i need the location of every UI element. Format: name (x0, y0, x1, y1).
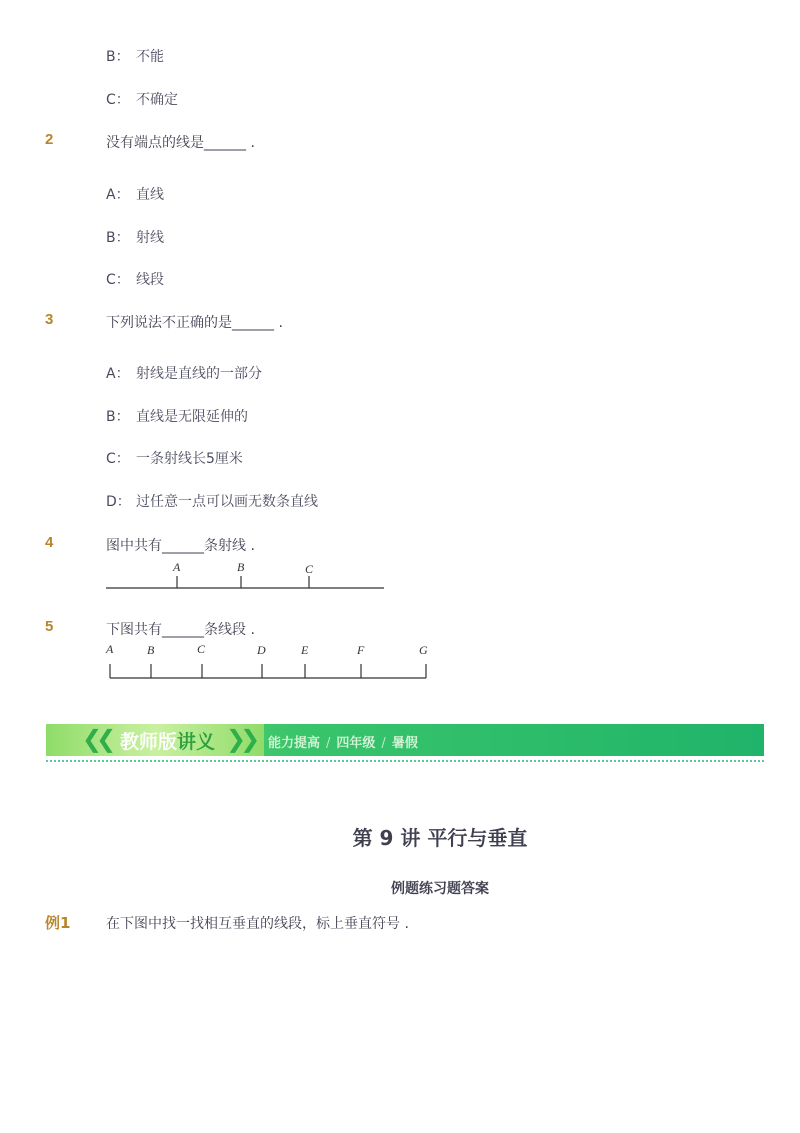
point-label: C (197, 642, 206, 656)
option-text: 不能 (136, 49, 164, 65)
header-banner (46, 724, 764, 756)
option-text: 射线 (136, 230, 164, 246)
double-chevron-right-icon: ❯❯ (226, 725, 255, 753)
point-label: A (173, 560, 181, 574)
option-key: B： (106, 230, 130, 246)
question-text: 下图共有______条线段 . (106, 622, 255, 638)
breadcrumb-item: 暑假 (391, 736, 418, 751)
question-text: 图中共有______条射线 . (106, 538, 255, 554)
dotted-divider (46, 760, 764, 762)
segment-figure (100, 640, 440, 685)
ray-figure (100, 556, 390, 596)
option-text: 直线 (136, 187, 164, 203)
option-text: 过任意一点可以画无数条直线 (136, 494, 318, 510)
banner-title (120, 727, 215, 754)
breadcrumb-item: 能力提高 (268, 736, 321, 751)
example-label: 例1 (45, 914, 71, 932)
option-text: 不确定 (136, 92, 178, 108)
question-number: 3 (45, 311, 54, 328)
option-text: 一条射线长5厘米 (136, 451, 243, 467)
breadcrumb-separator: / (326, 736, 331, 751)
option-key: B： (106, 49, 130, 65)
q2-option-c (106, 269, 164, 289)
option-key: B： (106, 409, 130, 425)
q3-option-d (106, 491, 318, 511)
option-key: C： (106, 451, 130, 467)
option-key: D： (106, 494, 131, 510)
question-text: 没有端点的线是______ . (106, 135, 255, 151)
breadcrumb-item: 四年级 (336, 736, 376, 751)
point-label: D (257, 643, 266, 657)
point-label: C (305, 562, 314, 576)
breadcrumb-separator: / (381, 736, 386, 751)
q3-option-b (106, 406, 248, 426)
double-chevron-left-icon: ❮❮ (82, 725, 111, 753)
q2-option-b (106, 227, 164, 247)
question-text: 下列说法不正确的是______ . (106, 315, 283, 331)
q1-option-c (106, 89, 178, 109)
point-label: B (237, 560, 245, 574)
example-text: 在下图中找一找相互垂直的线段，标上垂直符号 . (106, 916, 409, 932)
breadcrumb (268, 732, 418, 751)
point-label: B (147, 643, 155, 657)
q3-option-a (106, 363, 262, 383)
option-text: 射线是直线的一部分 (136, 366, 262, 382)
q2-option-a (106, 184, 164, 204)
point-label: F (357, 643, 365, 657)
q1-option-b (106, 46, 164, 66)
point-label: E (301, 643, 309, 657)
q3-option-c (106, 448, 243, 468)
option-text: 线段 (136, 272, 164, 288)
point-label: G (419, 643, 428, 657)
banner-title-part2: 讲义 (177, 731, 216, 753)
question-number: 2 (45, 131, 54, 148)
lesson-title: 第 9 讲 平行与垂直 (352, 826, 528, 850)
banner-title-part1: 教师版 (120, 731, 178, 753)
question-number: 4 (45, 534, 54, 551)
lesson-subtitle: 例题练习题答案 (391, 881, 489, 897)
option-text: 直线是无限延伸的 (136, 409, 248, 425)
question-number: 5 (45, 618, 54, 635)
option-key: A： (106, 187, 130, 203)
point-label: A (106, 642, 114, 656)
option-key: A： (106, 366, 130, 382)
option-key: C： (106, 92, 130, 108)
option-key: C： (106, 272, 130, 288)
